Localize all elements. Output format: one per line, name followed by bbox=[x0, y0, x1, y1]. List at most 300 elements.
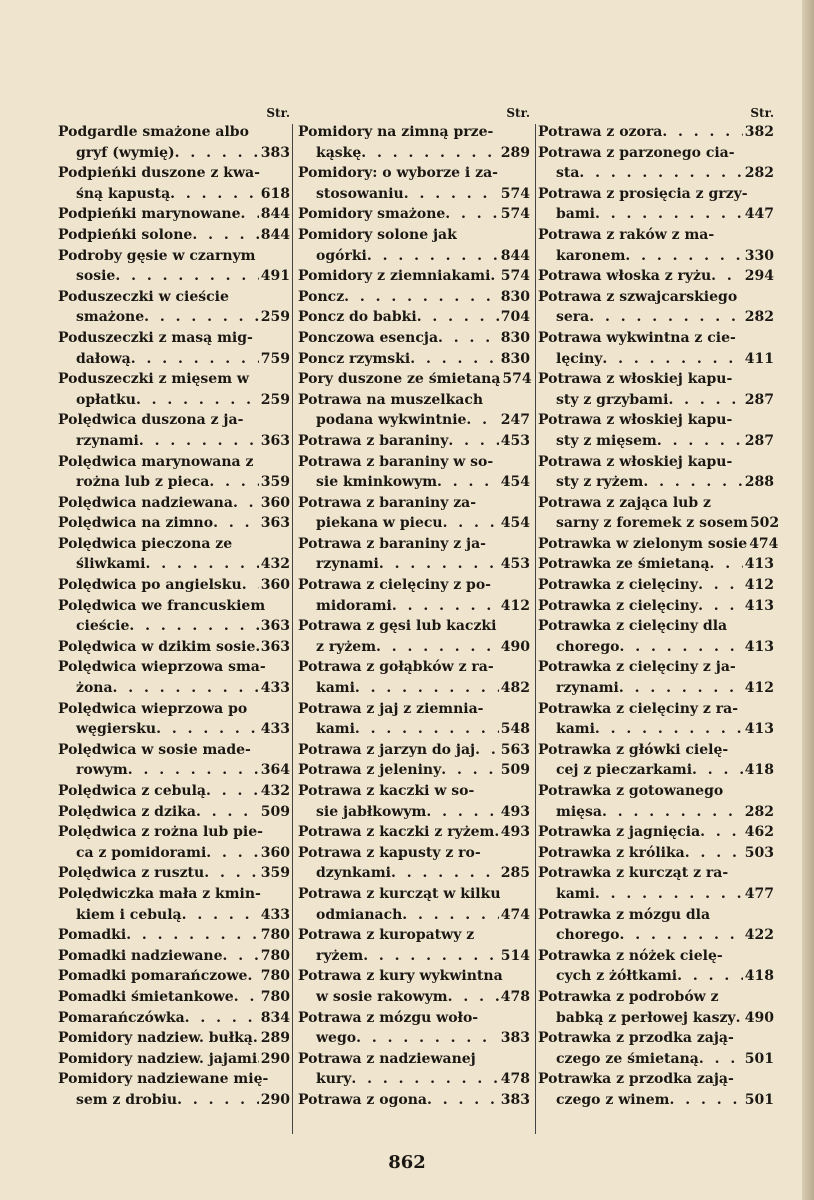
entry-page-number: 412 bbox=[744, 577, 774, 594]
entry-page-number: 780 bbox=[260, 988, 290, 1005]
entry-title-line bbox=[538, 266, 774, 287]
dot-leader bbox=[156, 719, 259, 740]
entry-text: śliwkami bbox=[76, 556, 146, 573]
entry-text: dałową bbox=[76, 350, 131, 367]
entry-title-line bbox=[298, 225, 530, 246]
entry-page-number: 493 bbox=[500, 824, 530, 841]
entry-continuation-line bbox=[538, 246, 774, 267]
index-entry bbox=[58, 863, 290, 884]
entry-continuation-line bbox=[538, 802, 774, 823]
entry-text: śną kapustą bbox=[76, 185, 171, 202]
entry-text: węgiersku bbox=[76, 721, 157, 738]
entry-text: Potrawa z włoskiej kapu- bbox=[538, 412, 733, 429]
entry-page-number: 412 bbox=[744, 680, 774, 697]
dot-leader bbox=[115, 266, 258, 287]
entry-title-line bbox=[298, 1008, 530, 1029]
index-entry bbox=[58, 802, 290, 823]
entry-title-line bbox=[538, 987, 774, 1008]
dot-leader bbox=[351, 1069, 498, 1090]
dot-leader bbox=[126, 925, 259, 946]
entry-text: Potrawa z zająca lub z bbox=[538, 494, 711, 511]
entry-title-line bbox=[538, 843, 774, 864]
dot-leader bbox=[170, 184, 259, 205]
index-entry bbox=[298, 925, 530, 966]
entry-page-number: 548 bbox=[500, 721, 530, 738]
entry-text: Potrawa z jaj z ziemnia- bbox=[298, 700, 484, 717]
entry-title-line bbox=[298, 740, 530, 761]
entry-text: Polędwica w sosie made- bbox=[58, 741, 251, 758]
entry-continuation-line bbox=[58, 678, 290, 699]
entry-continuation-line bbox=[538, 1049, 774, 1070]
dot-leader bbox=[579, 163, 742, 184]
entry-text: Potrawka z kurcząt z ra- bbox=[538, 865, 729, 882]
entry-title-line bbox=[538, 534, 779, 555]
index-entry bbox=[58, 410, 290, 451]
dot-leader bbox=[437, 472, 499, 493]
index-entry bbox=[298, 657, 530, 698]
entry-title-line bbox=[538, 287, 774, 308]
entry-continuation-line bbox=[58, 843, 290, 864]
index-entry bbox=[538, 493, 780, 534]
entry-continuation-line bbox=[58, 905, 290, 926]
entry-text: Polędwica na zimno bbox=[58, 515, 214, 532]
column-divider bbox=[535, 124, 536, 1134]
entry-title-line bbox=[538, 946, 774, 967]
entry-title-line bbox=[58, 163, 290, 184]
entry-text: Potrawa z kuropatwy z bbox=[298, 927, 475, 944]
entry-page-number: 453 bbox=[500, 556, 530, 573]
entry-title-line bbox=[298, 287, 530, 308]
dot-leader bbox=[736, 1008, 743, 1029]
dot-leader bbox=[113, 678, 259, 699]
dot-leader bbox=[711, 266, 743, 287]
entry-continuation-line bbox=[58, 390, 290, 411]
entry-text: kami bbox=[316, 721, 355, 738]
entry-text: Polędwica po angielsku bbox=[58, 577, 242, 594]
entry-text: Podpieńki duszone z kwa- bbox=[58, 165, 260, 182]
entry-continuation-line bbox=[538, 204, 774, 225]
index-entry bbox=[58, 163, 290, 204]
index-entry bbox=[298, 699, 530, 740]
entry-page-number: 501 bbox=[744, 1050, 774, 1067]
index-entry bbox=[58, 204, 290, 225]
dot-leader bbox=[376, 637, 499, 658]
dot-leader bbox=[131, 349, 259, 370]
dot-leader bbox=[379, 554, 499, 575]
index-entry bbox=[58, 987, 290, 1008]
entry-title-line bbox=[298, 822, 530, 843]
entry-page-number: 247 bbox=[500, 412, 530, 429]
index-entry bbox=[58, 1049, 290, 1070]
entry-text: czego z winem bbox=[556, 1091, 670, 1108]
entry-text: cej z pieczarkami bbox=[556, 762, 693, 779]
entry-text: rzynami bbox=[316, 556, 379, 573]
entry-text: sosie bbox=[76, 268, 116, 285]
entry-title-line bbox=[58, 987, 290, 1008]
entry-text: kąskę bbox=[316, 144, 362, 161]
entry-page-number: 474 bbox=[500, 906, 530, 923]
entry-title-line bbox=[298, 966, 530, 987]
index-entry bbox=[58, 884, 290, 925]
entry-title-line bbox=[58, 246, 290, 267]
index-entry bbox=[58, 575, 290, 596]
dot-leader bbox=[466, 410, 498, 431]
index-entry bbox=[298, 266, 530, 287]
index-entry bbox=[298, 163, 530, 204]
dot-leader bbox=[441, 760, 499, 781]
entry-continuation-line bbox=[538, 884, 774, 905]
entry-continuation-line bbox=[298, 410, 530, 431]
dot-leader bbox=[367, 246, 499, 267]
entry-title-line bbox=[538, 328, 774, 349]
entry-title-line bbox=[538, 1069, 774, 1090]
entry-text: Pomadki pomarańczowe bbox=[58, 968, 248, 985]
dot-leader bbox=[247, 966, 258, 987]
entry-page-number: 330 bbox=[744, 247, 774, 264]
entry-page-number: 501 bbox=[744, 1091, 774, 1108]
dot-leader bbox=[182, 905, 259, 926]
entry-text: mięsa bbox=[556, 803, 602, 820]
entry-text: smażone bbox=[76, 309, 145, 326]
entry-text: Pomadki bbox=[58, 927, 127, 944]
dot-leader bbox=[595, 884, 743, 905]
index-entry bbox=[538, 1069, 774, 1110]
entry-text: Potrawka w zielonym sosie bbox=[538, 535, 748, 552]
entry-title-line bbox=[58, 534, 290, 555]
entry-continuation-line bbox=[538, 719, 774, 740]
index-entry bbox=[538, 740, 774, 781]
entry-page-number: 759 bbox=[260, 350, 290, 367]
entry-page-number: 383 bbox=[500, 1030, 530, 1047]
entry-text: piekana w piecu bbox=[316, 515, 443, 532]
entry-continuation-line bbox=[58, 472, 290, 493]
dot-leader bbox=[685, 843, 743, 864]
entry-text: Polędwica we francuskiem bbox=[58, 597, 266, 614]
index-entry bbox=[538, 266, 774, 287]
entry-title-line bbox=[298, 657, 530, 678]
index-column-1 bbox=[58, 104, 290, 1111]
index-entry bbox=[58, 369, 290, 410]
entry-title-line bbox=[298, 349, 530, 370]
entry-title-line bbox=[58, 1069, 290, 1090]
entry-text: Polędwica nadziewana bbox=[58, 494, 233, 511]
entry-title-line bbox=[58, 946, 290, 967]
dot-leader bbox=[602, 802, 743, 823]
index-entry bbox=[58, 452, 290, 493]
entry-continuation-line bbox=[58, 719, 290, 740]
entry-list bbox=[298, 122, 530, 1111]
entry-text: Polędwica w dzikim sosie bbox=[58, 638, 256, 655]
entry-title-line bbox=[58, 822, 290, 843]
index-entry bbox=[298, 760, 530, 781]
dot-leader bbox=[402, 905, 498, 926]
dot-leader bbox=[619, 678, 743, 699]
entry-page-number: 363 bbox=[260, 638, 290, 655]
dot-leader bbox=[356, 1028, 499, 1049]
entry-continuation-line bbox=[298, 184, 530, 205]
entry-page-number: 514 bbox=[500, 947, 530, 964]
index-entry bbox=[58, 328, 290, 369]
entry-page-number: 413 bbox=[744, 638, 774, 655]
dot-leader bbox=[619, 637, 742, 658]
entry-continuation-line bbox=[298, 946, 530, 967]
entry-page-number: 418 bbox=[744, 968, 774, 985]
index-entry bbox=[538, 554, 774, 575]
entry-text: babką z perłowej kaszy bbox=[556, 1009, 736, 1026]
entry-continuation-line bbox=[58, 1090, 290, 1111]
dot-leader bbox=[233, 493, 259, 514]
dot-leader bbox=[222, 946, 258, 967]
entry-text: ryżem bbox=[316, 947, 364, 964]
entry-text: wego bbox=[316, 1030, 357, 1047]
entry-text: Potrawa z parzonego cia- bbox=[538, 144, 735, 161]
index-entry bbox=[538, 575, 774, 596]
index-entry bbox=[538, 699, 774, 740]
index-entry bbox=[58, 699, 290, 740]
entry-page-number: 287 bbox=[744, 432, 774, 449]
dot-leader bbox=[698, 575, 743, 596]
entry-text: Poncz bbox=[298, 288, 345, 305]
entry-page-number: 462 bbox=[744, 824, 774, 841]
entry-continuation-line bbox=[538, 678, 774, 699]
entry-text: Pomidory nadziewane mię- bbox=[58, 1071, 269, 1088]
index-entry bbox=[538, 863, 774, 904]
dot-leader bbox=[185, 1008, 259, 1029]
entry-text: Potrawa z włoskiej kapu- bbox=[538, 453, 733, 470]
entry-text: Pomidory nadziew. jajami bbox=[58, 1050, 258, 1067]
entry-continuation-line bbox=[538, 431, 774, 452]
entry-text: cych z żółtkami bbox=[556, 968, 678, 985]
entry-text: sta bbox=[556, 165, 580, 182]
entry-page-number: 412 bbox=[500, 597, 530, 614]
entry-title-line bbox=[58, 493, 290, 514]
entry-page-number: 363 bbox=[260, 432, 290, 449]
entry-page-number: 360 bbox=[260, 494, 290, 511]
column-header: Str. bbox=[266, 106, 290, 120]
entry-text: czego ze śmietaną bbox=[556, 1050, 699, 1067]
index-entry bbox=[298, 1049, 530, 1090]
entry-text: Potrawa włoska z ryżu bbox=[538, 268, 712, 285]
entry-text: Potrawa z gołąbków z ra- bbox=[298, 659, 494, 676]
dot-leader bbox=[177, 1090, 259, 1111]
entry-page-number: 574 bbox=[502, 371, 532, 388]
entry-continuation-line bbox=[538, 637, 774, 658]
entry-page-number: 482 bbox=[500, 680, 530, 697]
dot-leader bbox=[241, 204, 259, 225]
entry-text: Potrawka z mózgu dla bbox=[538, 906, 711, 923]
dot-leader bbox=[595, 719, 743, 740]
entry-page-number: 294 bbox=[744, 268, 774, 285]
entry-text: Potrawa z cielęciny z po- bbox=[298, 577, 491, 594]
index-entry bbox=[538, 843, 774, 864]
entry-text: sie jabłkowym bbox=[316, 803, 427, 820]
dot-leader bbox=[404, 184, 499, 205]
entry-text: Potrawa z kapusty z ro- bbox=[298, 844, 481, 861]
entry-continuation-line bbox=[298, 472, 530, 493]
entry-text: Pory duszone ze śmietaną bbox=[298, 371, 501, 388]
dot-leader bbox=[427, 1090, 499, 1111]
entry-text: z ryżem bbox=[316, 638, 377, 655]
entry-continuation-line bbox=[298, 719, 530, 740]
entry-title-line bbox=[538, 699, 774, 720]
entry-text: Polędwica wieprzowa sma- bbox=[58, 659, 266, 676]
entry-title-line bbox=[58, 781, 290, 802]
dot-leader bbox=[625, 246, 742, 267]
entry-page-number: 834 bbox=[260, 1009, 290, 1026]
entry-page-number: 503 bbox=[744, 844, 774, 861]
entry-continuation-line bbox=[298, 1028, 530, 1049]
entry-title-line bbox=[538, 225, 774, 246]
column-divider bbox=[292, 124, 293, 1134]
entry-title-line bbox=[298, 575, 530, 596]
entry-title-line bbox=[58, 637, 290, 658]
entry-continuation-line bbox=[58, 266, 290, 287]
dot-leader bbox=[475, 740, 499, 761]
entry-title-line bbox=[298, 534, 530, 555]
entry-title-line bbox=[58, 410, 290, 431]
entry-text: Potrawka z nóżek cielę- bbox=[538, 947, 723, 964]
page-edge bbox=[802, 0, 814, 1200]
entry-title-line bbox=[58, 657, 290, 678]
entry-text: Potrawa z baraniny za- bbox=[298, 494, 477, 511]
dot-leader bbox=[392, 596, 499, 617]
entry-text: Podroby gęsie w czarnym bbox=[58, 247, 256, 264]
entry-text: Potrawka z cielęciny bbox=[538, 597, 699, 614]
entry-text: podana wykwintnie bbox=[316, 412, 467, 429]
entry-title-line bbox=[298, 1049, 530, 1070]
entry-text: Potrawka z cielęciny bbox=[538, 577, 699, 594]
index-entry bbox=[298, 534, 530, 575]
entry-page-number: 830 bbox=[500, 350, 530, 367]
index-entry bbox=[538, 225, 774, 266]
entry-text: Potrawka z podrobów z bbox=[538, 988, 719, 1005]
index-entry bbox=[58, 1028, 290, 1049]
entry-continuation-line bbox=[298, 246, 530, 267]
entry-title-line bbox=[58, 328, 290, 349]
entry-text: kiem i cebulą bbox=[76, 906, 182, 923]
entry-title-line bbox=[298, 328, 530, 349]
entry-continuation-line bbox=[58, 307, 290, 328]
entry-continuation-line bbox=[538, 349, 774, 370]
entry-page-number: 509 bbox=[500, 762, 530, 779]
index-entry bbox=[58, 246, 290, 287]
entry-continuation-line bbox=[58, 143, 290, 164]
entry-text: Pomidory nadziew. bułką bbox=[58, 1030, 253, 1047]
entry-page-number: 363 bbox=[260, 515, 290, 532]
index-entry bbox=[58, 966, 290, 987]
entry-text: Potrawka z cielęciny z ja- bbox=[538, 659, 736, 676]
entry-continuation-line bbox=[538, 1008, 774, 1029]
index-entry bbox=[538, 143, 774, 184]
dot-leader bbox=[204, 863, 259, 884]
entry-title-line bbox=[538, 493, 774, 514]
entry-page-number: 411 bbox=[744, 350, 774, 367]
entry-text: sty z ryżem bbox=[556, 474, 644, 491]
entry-text: Potrawa z gęsi lub kaczki bbox=[298, 618, 497, 635]
dot-leader bbox=[206, 781, 259, 802]
entry-page-number: 383 bbox=[260, 144, 290, 161]
index-entry bbox=[58, 740, 290, 781]
entry-page-number: 382 bbox=[744, 124, 774, 140]
entry-text: Pomidory smażone bbox=[298, 206, 446, 223]
entry-continuation-line bbox=[58, 431, 290, 452]
entry-title-line bbox=[298, 843, 530, 864]
entry-text: sie kminkowym bbox=[316, 474, 438, 491]
entry-page-number: 780 bbox=[260, 927, 290, 944]
entry-text: Potrawa z nadziewanej bbox=[298, 1050, 476, 1067]
entry-page-number: 360 bbox=[260, 577, 290, 594]
dot-leader bbox=[136, 390, 259, 411]
index-entry bbox=[298, 616, 530, 657]
entry-page-number: 288 bbox=[744, 474, 774, 491]
entry-continuation-line bbox=[58, 184, 290, 205]
entry-title-line bbox=[298, 884, 530, 905]
index-entry bbox=[58, 493, 290, 514]
entry-title-line bbox=[58, 225, 290, 246]
index-entry bbox=[298, 781, 530, 822]
dot-leader bbox=[589, 307, 743, 328]
index-entry bbox=[298, 1008, 530, 1049]
index-entry bbox=[298, 884, 530, 925]
index-entry bbox=[538, 369, 774, 410]
entry-text: Polędwica wieprzowa po bbox=[58, 700, 248, 717]
index-entry bbox=[58, 287, 290, 328]
entry-text: Potrawa z baraniny w so- bbox=[298, 453, 494, 470]
entry-title-line bbox=[538, 740, 774, 761]
dot-leader bbox=[139, 431, 259, 452]
entry-title-line bbox=[538, 822, 774, 843]
entry-text: gryf (wymię) bbox=[76, 144, 175, 161]
entry-page-number: 509 bbox=[260, 803, 290, 820]
index-entry bbox=[58, 946, 290, 967]
entry-text: Potrawa z kaczki z ryżem bbox=[298, 824, 495, 841]
dot-leader bbox=[175, 143, 259, 164]
entry-page-number: 289 bbox=[260, 1030, 290, 1047]
entry-text: Pomidory z ziemniakami bbox=[298, 268, 491, 285]
entry-page-number: 360 bbox=[260, 844, 290, 861]
index-entry bbox=[298, 328, 530, 349]
entry-continuation-line bbox=[298, 987, 530, 1008]
dot-leader bbox=[668, 390, 742, 411]
entry-text: Potrawka ze śmietaną bbox=[538, 556, 710, 573]
index-entry bbox=[298, 390, 530, 431]
entry-continuation-line bbox=[58, 616, 290, 637]
entry-page-number: 618 bbox=[260, 185, 290, 202]
index-entry bbox=[58, 513, 290, 534]
entry-text: rzynami bbox=[76, 432, 139, 449]
entry-text: Potrawa z kurcząt w kilku bbox=[298, 885, 501, 902]
entry-text: sarny z foremek z sosem bbox=[556, 515, 748, 532]
entry-text: cieście bbox=[76, 618, 130, 635]
index-entry bbox=[298, 575, 530, 616]
dot-leader bbox=[128, 760, 259, 781]
entry-text: Potrawka z cielęciny z ra- bbox=[538, 700, 739, 717]
entry-page-number: 490 bbox=[500, 638, 530, 655]
entry-page-number: 413 bbox=[744, 721, 774, 738]
dot-leader bbox=[391, 863, 499, 884]
entry-continuation-line bbox=[298, 143, 530, 164]
dot-leader bbox=[410, 349, 499, 370]
entry-title-line bbox=[538, 1028, 774, 1049]
dot-leader bbox=[209, 472, 258, 493]
index-entry bbox=[538, 287, 774, 328]
entry-title-line bbox=[298, 163, 530, 184]
dot-leader bbox=[234, 987, 259, 1008]
entry-continuation-line bbox=[298, 637, 530, 658]
entry-title-line bbox=[58, 925, 290, 946]
entry-page-number: 454 bbox=[500, 474, 530, 491]
entry-continuation-line bbox=[538, 390, 774, 411]
